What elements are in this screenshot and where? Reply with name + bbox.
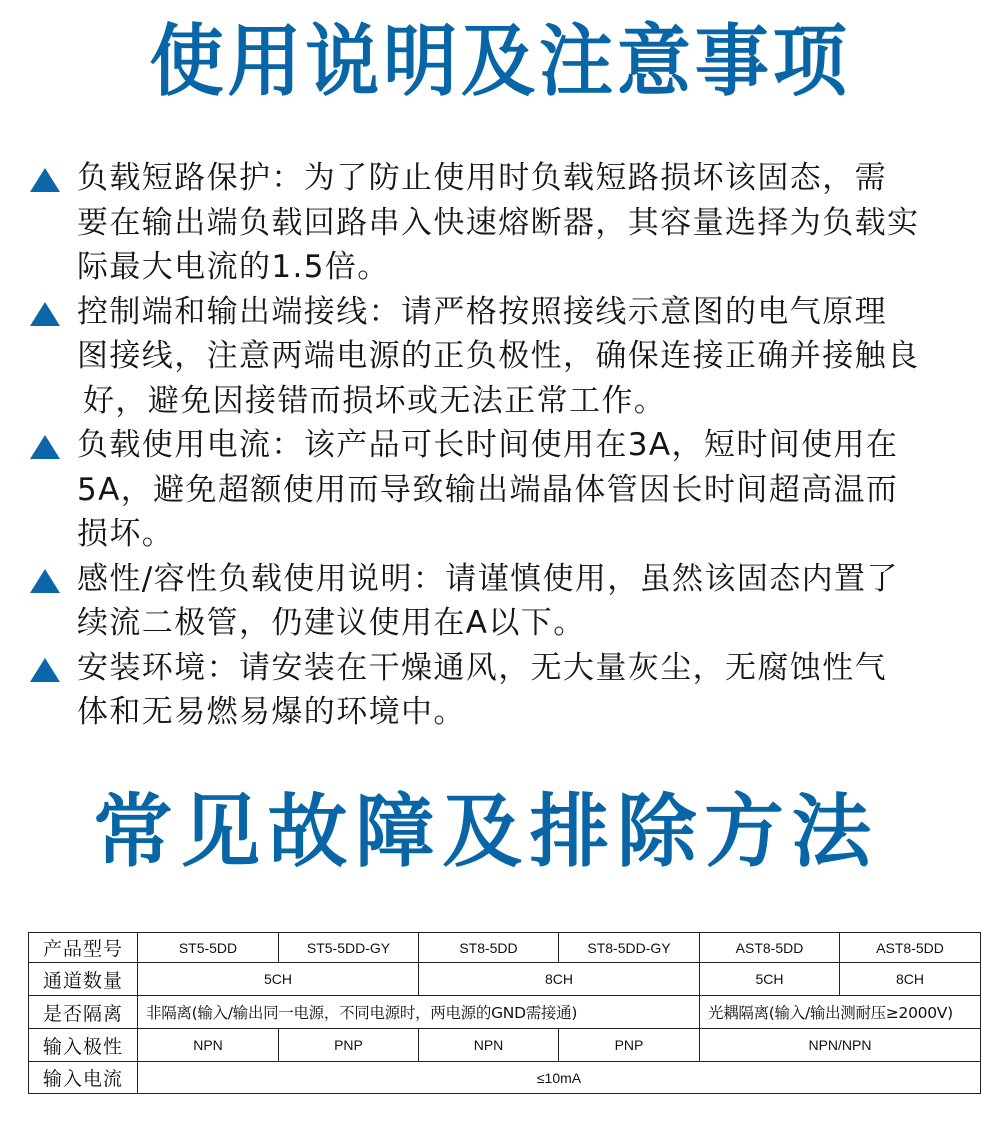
- note-line: 际最大电流的1.5倍。: [77, 249, 390, 285]
- note-line: 续流二极管，仍建议使用在A以下。: [77, 605, 586, 641]
- faults-section-title: [0, 786, 1000, 882]
- note-load-current: [30, 423, 970, 557]
- note-line: 图接线，注意两端电源的正负极性，确保连接正确并接触良: [77, 338, 920, 374]
- note-line: 5A，避免超额使用而导致输出端晶体管因长时间超高温而: [77, 471, 899, 508]
- table-cell: ST5-5DD-GY: [279, 933, 419, 963]
- blue-triangle-icon: [30, 658, 60, 682]
- note-short-circuit-protection: [30, 156, 970, 290]
- usage-section-title-text: 使用说明及注意事项: [149, 17, 851, 107]
- table-cell: 5CH: [138, 963, 419, 996]
- table-cell: AST8-5DD: [700, 933, 840, 963]
- note-inductive-capacitive-load: [30, 557, 970, 646]
- note-line: 负载使用电流：该产品可长时间使用在3A，短时间使用在: [77, 427, 899, 463]
- row-header-input-polarity: 输入极性: [29, 1029, 138, 1062]
- table-cell: AST8-5DD: [840, 933, 981, 963]
- note-line: 体和无易燃易爆的环境中。: [77, 694, 466, 730]
- table-cell: NPN: [419, 1029, 559, 1062]
- table-cell: 8CH: [419, 963, 700, 996]
- table-row-isolation: [29, 996, 981, 1029]
- table-row-channels: [29, 963, 981, 996]
- row-header-input-current: 输入电流: [29, 1062, 138, 1094]
- table-cell: 8CH: [840, 963, 981, 996]
- usage-notes-list: [30, 156, 970, 735]
- table-cell: ≤10mA: [138, 1062, 981, 1094]
- note-line: 好，避免因接错而损坏或无法正常工作。: [83, 382, 667, 419]
- spec-table: [28, 932, 981, 1094]
- usage-section-title: [0, 14, 1000, 110]
- blue-triangle-icon: [30, 168, 60, 192]
- faults-section-title-text: 常见故障及排除方法: [93, 786, 879, 879]
- table-row-input-current: [29, 1062, 981, 1094]
- note-line: 安装环境：请安装在干燥通风，无大量灰尘，无腐蚀性气: [77, 649, 887, 686]
- note-line: 要在输出端负载回路串入快速熔断器，其容量选择为负载实: [77, 204, 920, 241]
- note-installation-environment: [30, 646, 970, 735]
- row-header-isolation: 是否隔离: [29, 996, 138, 1029]
- table-cell: ST8-5DD-GY: [559, 933, 700, 963]
- table-cell: NPN: [138, 1029, 279, 1062]
- note-wiring: [30, 290, 970, 424]
- table-row-input-polarity: [29, 1029, 981, 1062]
- table-cell: NPN/NPN: [700, 1029, 981, 1062]
- table-cell: 光耦隔离(输入/输出测耐压≥2000V): [700, 996, 981, 1029]
- table-cell: PNP: [559, 1029, 700, 1062]
- note-line: 控制端和输出端接线：请严格按照接线示意图的电气原理: [77, 293, 887, 330]
- blue-triangle-icon: [30, 302, 60, 326]
- table-cell: ST8-5DD: [419, 933, 559, 963]
- note-line: 负载短路保护：为了防止使用时负载短路损坏该固态，需: [77, 160, 887, 196]
- row-header-channels: 通道数量: [29, 963, 138, 996]
- note-line: 损坏。: [77, 516, 175, 552]
- blue-triangle-icon: [30, 435, 60, 459]
- table-cell: ST5-5DD: [138, 933, 279, 963]
- table-cell: 5CH: [700, 963, 840, 996]
- table-cell: PNP: [279, 1029, 419, 1062]
- row-header-model: 产品型号: [29, 933, 138, 963]
- table-cell: 非隔离(输入/输出同一电源，不同电源时，两电源的GND需接通): [138, 996, 700, 1029]
- note-line: 感性/容性负载使用说明：请谨慎使用，虽然该固态内置了: [77, 560, 899, 597]
- blue-triangle-icon: [30, 569, 60, 593]
- table-row-model: [29, 933, 981, 963]
